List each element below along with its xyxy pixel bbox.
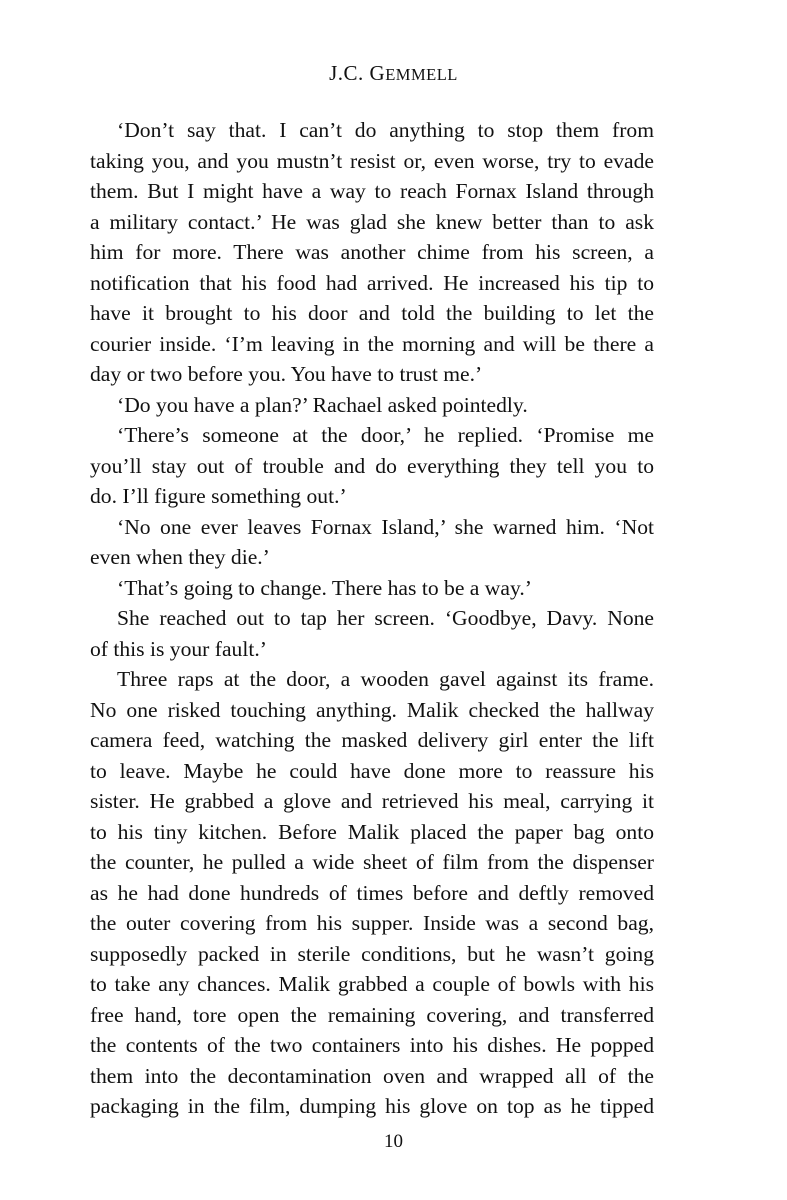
text-line: as he had done hundreds of times before and deftly removed [90,880,654,905]
text-line: Three raps at the door, a wooden gavel against its frame. [117,667,654,691]
text-line: them into the decontamination oven and wrapped all of the [90,1063,654,1088]
paragraph [90,512,654,573]
text-line: notification that his food had arrived. He increased his tip to [90,270,654,295]
author-initials: J.C. G [329,61,386,85]
text-line: have it brought to his door and told the building to let the [90,301,654,325]
text-line: the counter, he pulled a wide sheet of film from the dispenser [90,850,654,874]
paragraph [90,603,654,664]
text-line: ‘That’s going to change. There has to be a way.’ [117,575,532,600]
text-line: supposedly packed in sterile conditions, but he wasn’t going [90,941,654,966]
paragraph [90,420,654,512]
text-line: the outer covering from his supper. Inside was a second bag, [90,911,654,935]
paragraph [90,573,654,604]
running-head-author [0,60,787,88]
author-surname-smallcaps: EMMELL [385,65,458,84]
text-line: She reached out to tap her screen. ‘Goodbye, Davy. None [117,606,654,630]
text-line: ‘Don’t say that. I can’t do anything to stop them from [117,118,654,142]
text-line: packaging in the film, dumping his glove on top as he tipped [90,1094,654,1118]
paragraph [90,390,654,421]
text-line: a military contact.’ He was glad she knew better than to ask [90,209,654,234]
text-line: free hand, tore open the remaining covering, and transferred [90,1002,654,1027]
text-line: ‘Do you have a plan?’ Rachael asked pointedly. [117,392,528,417]
text-line: day or two before you. You have to trust me.’ [90,362,483,386]
paragraph [90,115,654,390]
text-line: taking you, and you mustn’t resist or, even worse, try to evade [90,148,654,173]
text-line: them. But I might have a way to reach Fornax Island through [90,179,654,203]
text-line: to take any chances. Malik grabbed a couple of bowls with his [90,972,654,996]
text-line: No one risked touching anything. Malik checked the hallway [90,697,654,722]
text-line: of this is your fault.’ [90,636,267,661]
text-line: do. I’ll figure something out.’ [90,484,347,508]
text-line: camera feed, watching the masked delivery girl enter the lift [90,728,654,752]
body-text [90,115,654,1122]
text-line: to his tiny kitchen. Before Malik placed the paper bag onto [90,819,654,844]
text-line: even when they die.’ [90,545,270,569]
page-number: 10 [384,1131,403,1152]
text-line: him for more. There was another chime from his screen, a [90,240,654,264]
text-line: you’ll stay out of trouble and do everything they tell you to [90,453,654,478]
text-line: courier inside. ‘I’m leaving in the morning and will be there a [90,331,654,356]
text-line: ‘No one ever leaves Fornax Island,’ she warned him. ‘Not [117,514,654,539]
text-line: ‘There’s someone at the door,’ he replied. ‘Promise me [117,423,654,447]
text-line: to leave. Maybe he could have done more to reassure his [90,758,654,783]
paragraph [90,664,654,1122]
text-line: the contents of the two containers into his dishes. He popped [90,1033,654,1057]
text-line: sister. He grabbed a glove and retrieved his meal, carrying it [90,789,654,813]
